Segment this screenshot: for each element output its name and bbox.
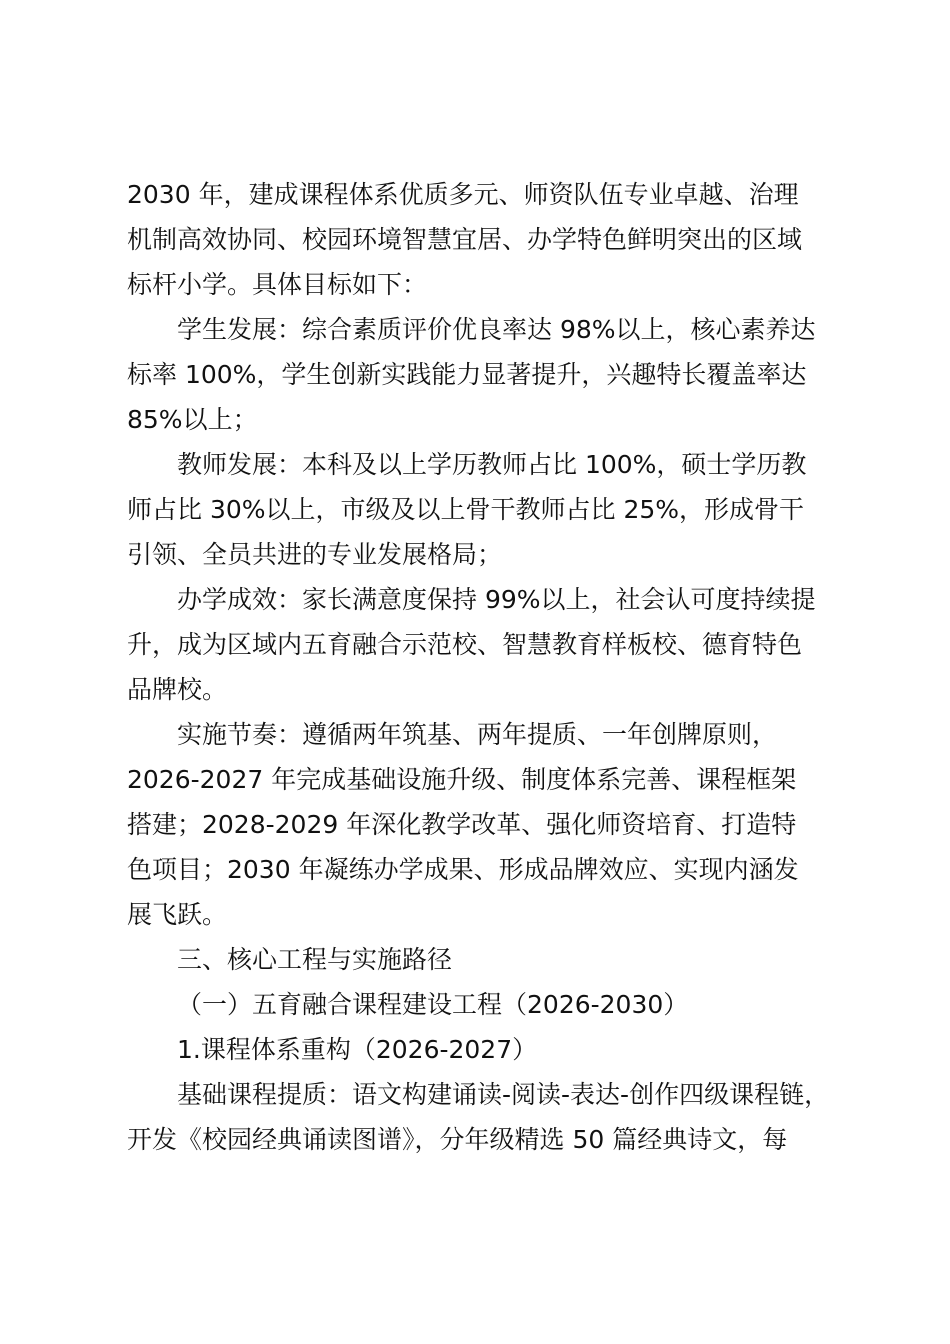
text-line: 品牌校。 [127, 675, 228, 704]
text-line: 师占比 30%以上，市级及以上骨干教师占比 25%，形成骨干 [127, 495, 805, 524]
section-heading [127, 937, 842, 982]
item-heading [127, 1027, 842, 1072]
paragraph-basic-courses [127, 1072, 842, 1162]
text-line: 三、核心工程与实施路径 [177, 945, 453, 974]
text-line: 搭建；2028-2029 年深化教学改革、强化师资培育、打造特 [127, 810, 797, 839]
text-line: 2030 年，建成课程体系优质多元、师资队伍专业卓越、治理 [127, 180, 799, 209]
text-line: 展飞跃。 [127, 900, 228, 929]
paragraph-overview [127, 172, 842, 307]
text-line: 教师发展：本科及以上学历教师占比 100%，硕士学历教 [177, 450, 807, 479]
paragraph-implementation-pace [127, 712, 842, 937]
text-line: 标杆小学。具体目标如下： [127, 270, 428, 299]
paragraph-student-development [127, 307, 842, 442]
text-line: 色项目；2030 年凝练办学成果、形成品牌效应、实现内涵发 [127, 855, 799, 884]
text-line: 开发《校园经典诵读图谱》，分年级精选 50 篇经典诗文，每 [127, 1125, 788, 1154]
text-line: 学生发展：综合素质评价优良率达 98%以上，核心素养达 [177, 315, 816, 344]
subsection-heading [127, 982, 842, 1027]
text-line: 1.课程体系重构（2026-2027） [177, 1035, 538, 1064]
paragraph-school-results [127, 577, 842, 712]
text-line: 标率 100%，学生创新实践能力显著提升，兴趣特长覆盖率达 [127, 360, 807, 389]
text-line: （一）五育融合课程建设工程（2026-2030） [177, 990, 689, 1019]
text-line: 办学成效：家长满意度保持 99%以上，社会认可度持续提 [177, 585, 816, 614]
text-line: 2026-2027 年完成基础设施升级、制度体系完善、课程框架 [127, 765, 797, 794]
paragraph-teacher-development [127, 442, 842, 577]
body-text [127, 172, 842, 1162]
text-line: 85%以上； [127, 405, 258, 434]
text-line: 机制高效协同、校园环境智慧宜居、办学特色鲜明突出的区域 [127, 225, 803, 254]
text-line: 实施节奏：遵循两年筑基、两年提质、一年创牌原则， [177, 720, 778, 749]
text-line: 升，成为区域内五育融合示范校、智慧教育样板校、德育特色 [127, 630, 803, 659]
text-line: 引领、全员共进的专业发展格局； [127, 540, 503, 569]
text-line: 基础课程提质：语文构建诵读-阅读-表达-创作四级课程链， [177, 1080, 830, 1109]
